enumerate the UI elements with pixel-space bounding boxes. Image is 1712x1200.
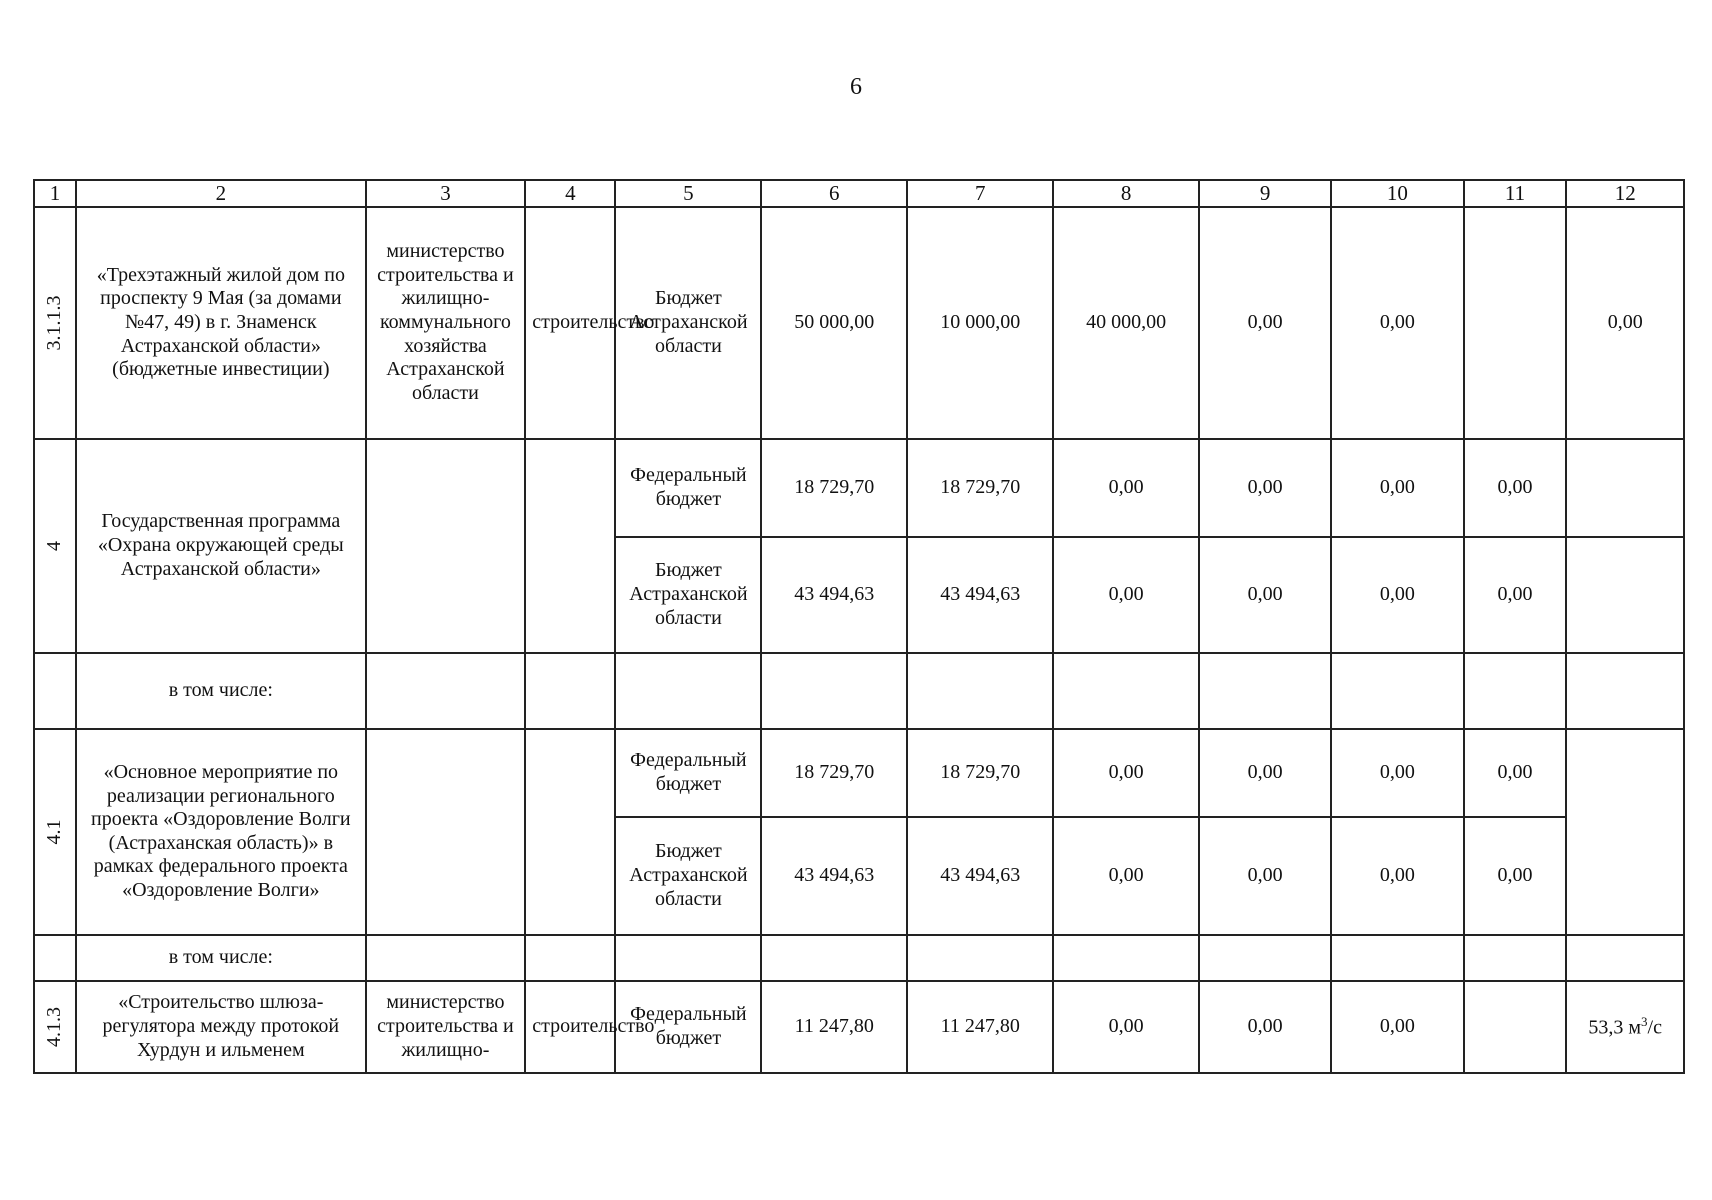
empty-cell [366, 935, 526, 981]
header-cell: 5 [615, 180, 761, 207]
type-cell [525, 729, 615, 935]
empty-cell [761, 653, 907, 729]
amount-cell: 0,00 [1053, 981, 1199, 1073]
empty-cell [1053, 653, 1199, 729]
amount-cell: 18 729,70 [907, 729, 1053, 817]
empty-cell [615, 935, 761, 981]
empty-cell [1464, 935, 1567, 981]
indicator-cell [1566, 537, 1684, 653]
row-number [34, 653, 76, 729]
amount-cell: 0,00 [1199, 537, 1331, 653]
amount-cell: 0,00 [1331, 981, 1463, 1073]
empty-cell [907, 935, 1053, 981]
activity-name: Государственная программа «Охрана окружающей среды Астраханской области» [76, 439, 366, 653]
empty-cell [1199, 653, 1331, 729]
funding-source: Бюджет Астраханской области [615, 207, 761, 439]
header-cell: 7 [907, 180, 1053, 207]
table-row [34, 729, 1684, 817]
indicator-cell [1566, 981, 1684, 1073]
budget-table [33, 179, 1685, 1074]
amount-cell [1464, 207, 1567, 439]
empty-cell [907, 653, 1053, 729]
amount-cell: 0,00 [1331, 439, 1463, 537]
empty-cell [525, 935, 615, 981]
amount-cell: 18 729,70 [761, 439, 907, 537]
funding-source: Бюджет Астраханской области [615, 817, 761, 935]
empty-cell [761, 935, 907, 981]
table-row [34, 981, 1684, 1073]
header-cell: 11 [1464, 180, 1567, 207]
including-label: в том числе: [76, 653, 366, 729]
empty-cell [525, 653, 615, 729]
empty-cell [1053, 935, 1199, 981]
header-cell: 3 [366, 180, 526, 207]
table-row [34, 653, 1684, 729]
header-cell: 8 [1053, 180, 1199, 207]
empty-cell [1331, 935, 1463, 981]
amount-cell: 0,00 [1331, 537, 1463, 653]
indicator-cell [1566, 729, 1684, 935]
executor-cell: министерство строительства и жилищно-коммунального хозяйства Астраханской области [366, 207, 526, 439]
header-cell: 12 [1566, 180, 1684, 207]
empty-cell [1331, 653, 1463, 729]
header-cell: 2 [76, 180, 366, 207]
amount-cell: 11 247,80 [761, 981, 907, 1073]
type-cell [525, 439, 615, 653]
row-number: 4.1 [34, 729, 76, 935]
amount-cell: 50 000,00 [761, 207, 907, 439]
amount-cell: 0,00 [1464, 439, 1567, 537]
table-row [34, 439, 1684, 537]
indicator-value: 53,3 [1588, 1016, 1624, 1039]
activity-name: «Трехэтажный жилой дом по проспекту 9 Мая (за домами №47, 49) в г. Знаменск Астраханской области» (бюджетные инвестиции) [76, 207, 366, 439]
amount-cell: 0,00 [1331, 817, 1463, 935]
amount-cell: 43 494,63 [907, 817, 1053, 935]
type-cell: строительство [525, 207, 615, 439]
header-cell: 4 [525, 180, 615, 207]
amount-cell [1464, 981, 1567, 1073]
empty-cell [1199, 935, 1331, 981]
row-number: 4.1.3 [34, 981, 76, 1073]
amount-cell: 40 000,00 [1053, 207, 1199, 439]
amount-cell: 0,00 [1464, 729, 1567, 817]
indicator-cell [1566, 439, 1684, 537]
empty-cell [366, 653, 526, 729]
table-row [34, 207, 1684, 439]
page-number: 6 [850, 74, 862, 100]
amount-cell: 43 494,63 [761, 537, 907, 653]
amount-cell: 0,00 [1053, 439, 1199, 537]
amount-cell: 10 000,00 [907, 207, 1053, 439]
row-number: 4 [34, 439, 76, 653]
header-cell: 10 [1331, 180, 1463, 207]
amount-cell: 0,00 [1464, 537, 1567, 653]
empty-cell [615, 653, 761, 729]
amount-cell: 0,00 [1464, 817, 1567, 935]
header-cell: 6 [761, 180, 907, 207]
activity-name: «Основное мероприятие по реализации регионального проекта «Оздоровление Волги (Астраханская область)» в рамках федерального проекта «Оздоровление Волги» [76, 729, 366, 935]
table-row [34, 935, 1684, 981]
indicator-unit-exponent: 3 [1641, 1013, 1648, 1029]
type-cell: строительство [525, 981, 615, 1073]
executor-cell [366, 439, 526, 653]
empty-cell [1464, 653, 1567, 729]
including-label: в том числе: [76, 935, 366, 981]
amount-cell: 0,00 [1053, 817, 1199, 935]
empty-cell [1566, 935, 1684, 981]
funding-source: Федеральный бюджет [615, 981, 761, 1073]
executor-cell: министерство строительства и жилищно- [366, 981, 526, 1073]
empty-cell [1566, 653, 1684, 729]
indicator-cell: 0,00 [1566, 207, 1684, 439]
indicator-unit-tail: /с [1647, 1016, 1662, 1039]
amount-cell: 0,00 [1199, 729, 1331, 817]
amount-cell: 0,00 [1199, 207, 1331, 439]
activity-name: «Строительство шлюза-регулятора между протокой Хурдун и ильменем [76, 981, 366, 1073]
amount-cell: 0,00 [1331, 207, 1463, 439]
amount-cell: 0,00 [1331, 729, 1463, 817]
amount-cell: 0,00 [1199, 439, 1331, 537]
header-row [34, 180, 1684, 207]
funding-source: Федеральный бюджет [615, 439, 761, 537]
funding-source: Федеральный бюджет [615, 729, 761, 817]
amount-cell: 43 494,63 [761, 817, 907, 935]
amount-cell: 11 247,80 [907, 981, 1053, 1073]
row-number [34, 935, 76, 981]
header-cell: 9 [1199, 180, 1331, 207]
indicator-unit: м [1628, 1016, 1642, 1039]
amount-cell: 18 729,70 [907, 439, 1053, 537]
amount-cell: 0,00 [1053, 729, 1199, 817]
amount-cell: 0,00 [1053, 537, 1199, 653]
header-cell: 1 [34, 180, 76, 207]
funding-source: Бюджет Астраханской области [615, 537, 761, 653]
amount-cell: 0,00 [1199, 981, 1331, 1073]
amount-cell: 0,00 [1199, 817, 1331, 935]
amount-cell: 18 729,70 [761, 729, 907, 817]
amount-cell: 43 494,63 [907, 537, 1053, 653]
row-number: 3.1.1.3 [34, 207, 76, 439]
executor-cell [366, 729, 526, 935]
